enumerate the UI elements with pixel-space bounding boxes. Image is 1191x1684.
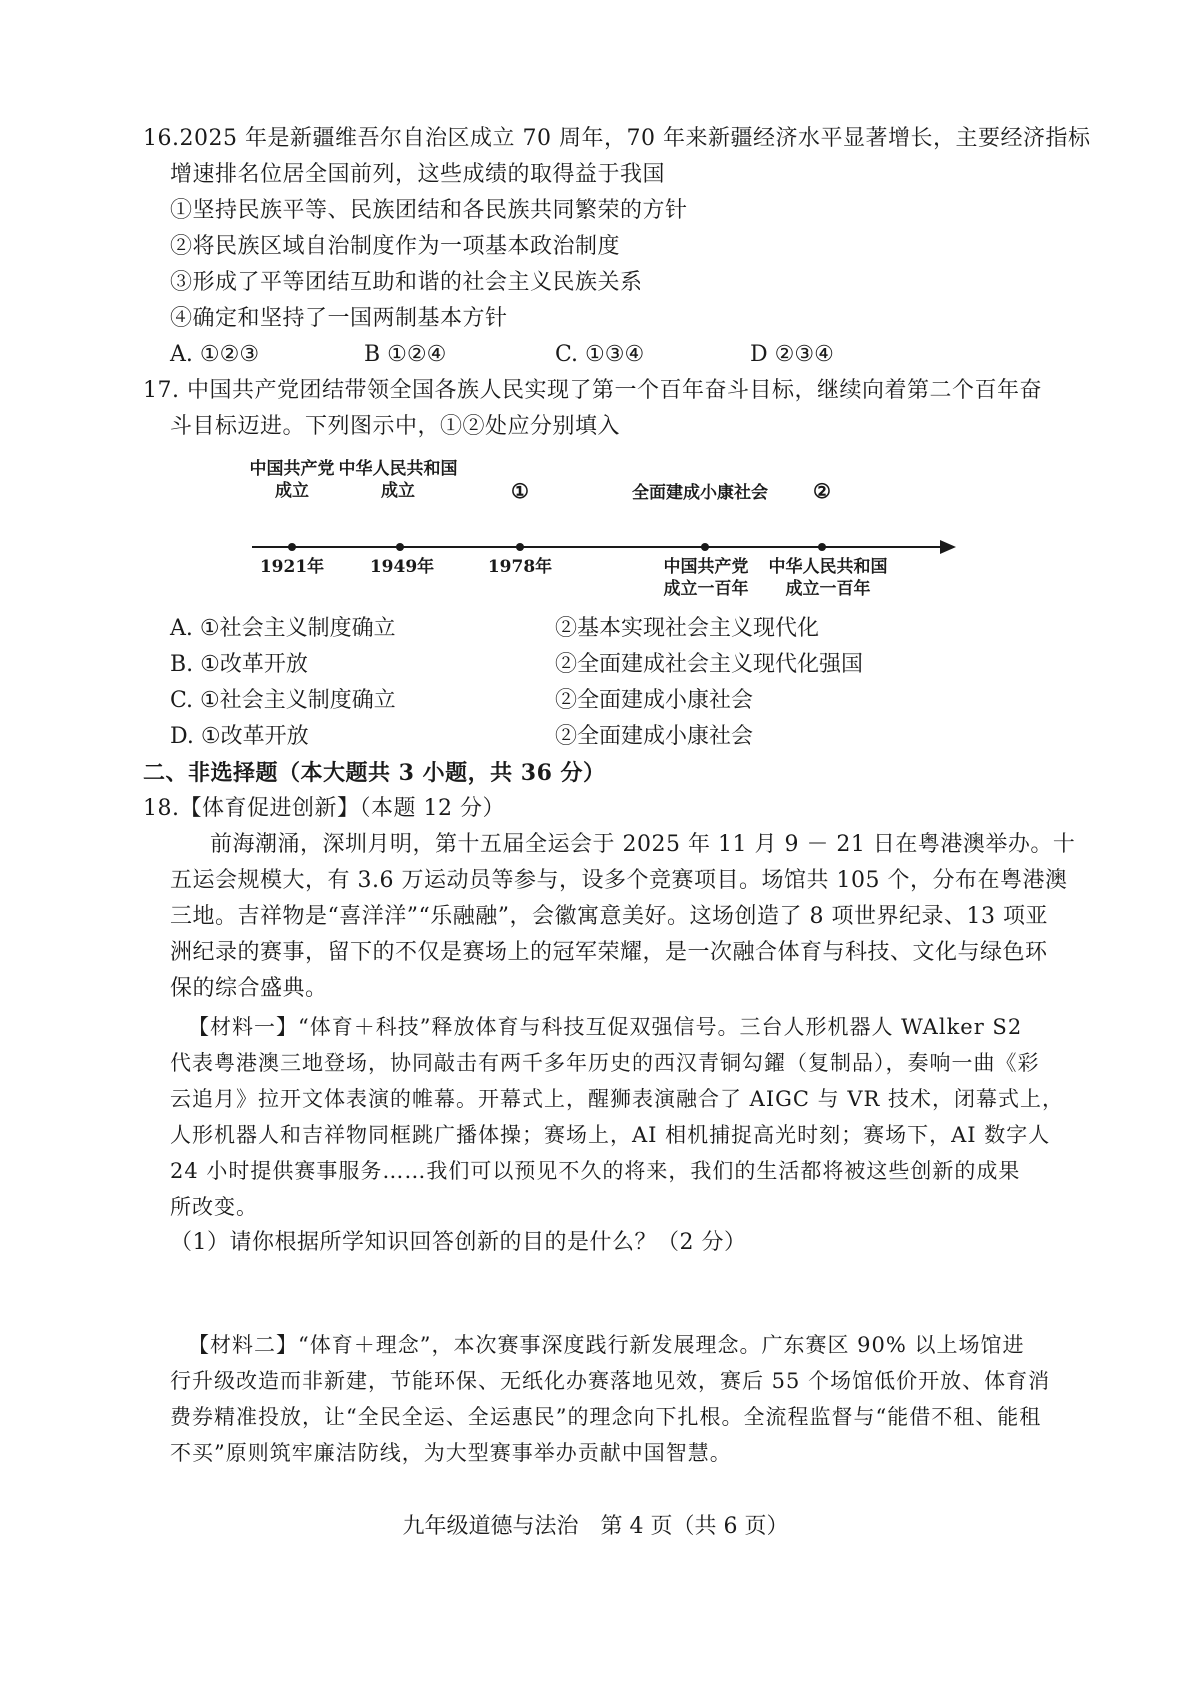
q18-material1-line1: 【材料一】“体育＋科技”释放体育与科技互促双强信号。三台人形机器人 WAlker S2: [188, 1015, 1023, 1039]
timeline-blank-2: ②: [813, 479, 831, 503]
timeline-dot-1949: [396, 543, 404, 551]
timeline-year-1949: 1949年: [369, 557, 435, 577]
q18-material1-line2: 代表粤港澳三地登场，协同敲击有两千多年历史的西汉青铜勾鑃（复制品），奏响一曲《彩: [170, 1051, 1040, 1075]
q16-statement-1: ①坚持民族平等、民族团结和各民族共同繁荣的方针: [170, 198, 688, 223]
timeline-label-2-top: 中华人民共和国: [338, 459, 458, 479]
q17-stem-line1: 17. 中国共产党团结带领全国各族人民实现了第一个百年奋斗目标，继续向着第二个百年奋: [143, 378, 1042, 403]
q18-subquestion-1: （1）请你根据所学知识回答创新的目的是什么？（2 分）: [170, 1230, 747, 1255]
timeline-axis: [252, 546, 942, 548]
q16-statement-3: ③形成了平等团结互助和谐的社会主义民族关系: [170, 270, 643, 295]
q17-option-a-part1[interactable]: A. ①社会主义制度确立: [170, 616, 396, 641]
q16-option-d[interactable]: D ②③④: [750, 342, 834, 367]
timeline-label-2-bottom: 成立: [381, 481, 415, 501]
section-2-heading: 二、非选择题（本大题共 3 小题，共 36 分）: [143, 760, 606, 786]
timeline-label-4-b1: 中国共产党: [663, 557, 749, 577]
q18-material2-line1: 【材料二】“体育＋理念”，本次赛事深度践行新发展理念。广东赛区 90% 以上场馆进: [188, 1333, 1025, 1357]
timeline-year-1921: 1921年: [259, 557, 325, 577]
timeline-arrow-icon: [940, 540, 956, 554]
timeline-year-1978: 1978年: [487, 557, 553, 577]
timeline-dot-1921: [288, 543, 296, 551]
q18-material1-line3: 云追月》拉开文体表演的帷幕。开幕式上，醒狮表演融合了 AIGC 与 VR 技术，闭幕式上，: [170, 1087, 1064, 1111]
q17-option-d-part2: ②全面建成小康社会: [555, 724, 754, 749]
timeline-label-5-b2: 成立一百年: [785, 579, 871, 599]
q17-option-c-part1[interactable]: C. ①社会主义制度确立: [170, 688, 396, 713]
q17-stem-line2: 斗目标迈进。下列图示中，①②处应分别填入: [170, 414, 621, 439]
q18-material1-line4: 人形机器人和吉祥物同框跳广播体操；赛场上，AI 相机捕捉高光时刻；赛场下，AI 数字人: [170, 1123, 1051, 1147]
timeline-label-1-bottom: 成立: [275, 481, 309, 501]
q16-option-c[interactable]: C. ①③④: [555, 342, 645, 367]
timeline-label-4-b2: 成立一百年: [663, 579, 749, 599]
q18-material1-line6: 所改变。: [170, 1195, 258, 1219]
q17-option-a-part2: ②基本实现社会主义现代化: [555, 616, 820, 641]
timeline-label-5-b1: 中华人民共和国: [768, 557, 888, 577]
q16-statement-4: ④确定和坚持了一国两制基本方针: [170, 306, 508, 331]
q17-option-c-part2: ②全面建成小康社会: [555, 688, 754, 713]
q18-material1-line5: 24 小时提供赛事服务……我们可以预见不久的将来，我们的生活都将被这些创新的成果: [170, 1159, 1021, 1183]
q16-statement-2: ②将民族区域自治制度作为一项基本政治制度: [170, 234, 621, 259]
q16-stem-line2: 增速排名位居全国前列，这些成绩的取得益于我国: [170, 162, 666, 187]
q16-stem-line1: 16.2025 年是新疆维吾尔自治区成立 70 周年，70 年来新疆经济水平显著增长，主要经济指标: [143, 126, 1091, 151]
timeline-dot-prc-100: [818, 543, 826, 551]
q18-intro-line5: 保的综合盛典。: [170, 976, 328, 1001]
q18-material2-line2: 行升级改造而非新建，节能环保、无纸化办赛落地见效，赛后 55 个场馆低价开放、体育消: [170, 1369, 1051, 1393]
q18-intro-line1: 前海潮涌，深圳月明，第十五届全运会于 2025 年 11 月 9 － 21 日在粤港澳举办。十: [210, 832, 1076, 857]
q18-intro-line4: 洲纪录的赛事，留下的不仅是赛场上的冠军荣耀，是一次融合体育与科技、文化与绿色环: [170, 940, 1048, 965]
q16-option-b[interactable]: B ①②④: [364, 342, 447, 367]
timeline-dot-1978: [516, 543, 524, 551]
q17-option-b-part2: ②全面建成社会主义现代化强国: [555, 652, 864, 677]
q17-option-d-part1[interactable]: D. ①改革开放: [170, 724, 309, 749]
timeline-blank-1: ①: [511, 479, 529, 503]
q18-intro-line2: 五运会规模大，有 3.6 万运动员等参与，设多个竞赛项目。场馆共 105 个，分布在粤港澳: [170, 868, 1068, 893]
timeline-dot-cpc-100: [701, 543, 709, 551]
timeline-label-4-top: 全面建成小康社会: [632, 483, 768, 503]
q16-option-a[interactable]: A. ①②③: [170, 342, 260, 367]
timeline-label-1-top: 中国共产党: [249, 459, 335, 479]
q18-intro-line3: 三地。吉祥物是“喜洋洋”“乐融融”，会徽寓意美好。这场创造了 8 项世界纪录、13 项亚: [170, 904, 1048, 929]
page-footer: 九年级道德与法治 第 4 页（共 6 页）: [402, 1514, 789, 1539]
q18-material2-line4: 不买”原则筑牢廉洁防线，为大型赛事举办贡献中国智慧。: [170, 1441, 732, 1465]
q18-material2-line3: 费券精准投放，让“全民全运、全运惠民”的理念向下扎根。全流程监督与“能借不租、能租: [170, 1405, 1042, 1429]
q18-title: 18.【体育促进创新】（本题 12 分）: [143, 796, 505, 821]
q17-option-b-part1[interactable]: B. ①改革开放: [170, 652, 308, 677]
